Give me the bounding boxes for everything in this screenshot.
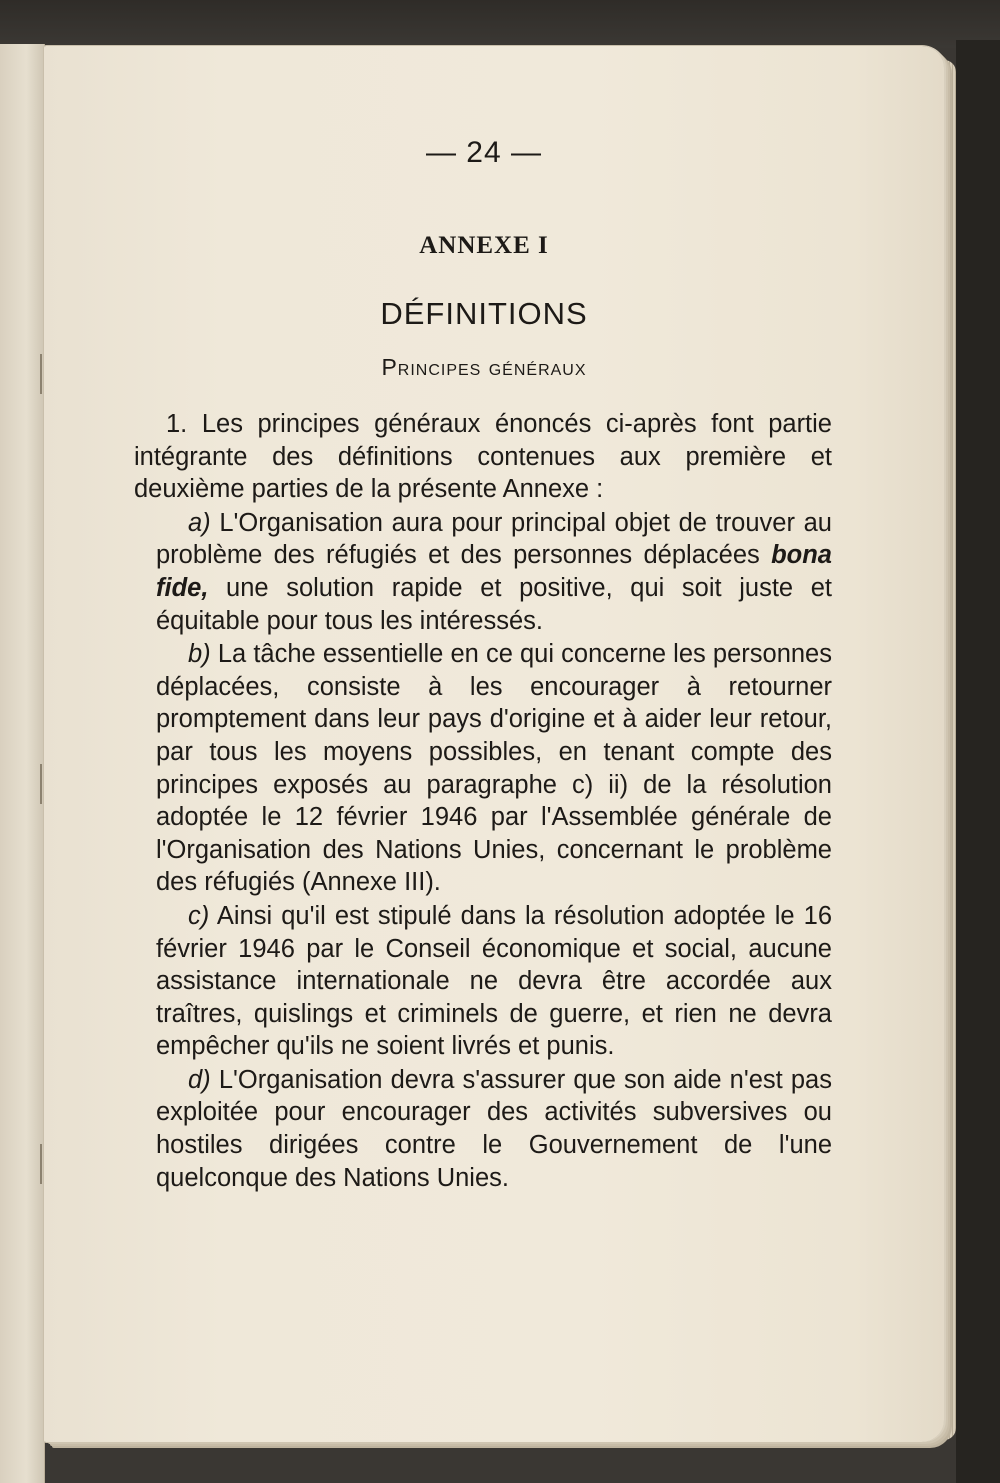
subparagraph-b <box>156 638 832 899</box>
latin-emphasis: bona fide, <box>156 541 832 602</box>
facing-page-mark <box>40 764 42 804</box>
subparagraph-label: a) <box>188 508 211 537</box>
facing-page-edge <box>0 44 45 1483</box>
subparagraph-text-continued: une solution rapide et positive, qui soit juste et équitable pour tous les intéressés. <box>156 573 832 635</box>
page-number: — 24 — <box>425 136 543 169</box>
subparagraph-c <box>156 900 832 1063</box>
subparagraph-d <box>156 1064 832 1194</box>
paragraph-text: Les principes généraux énoncés ci-après font partie intégrante des définitions contenues aux première et deuxième parties de la présente Annexe : <box>134 410 832 504</box>
scanner-background-top <box>0 0 1000 48</box>
section-title: DÉFINITIONS <box>380 296 588 331</box>
subparagraph-label: b) <box>188 640 211 669</box>
section-subtitle: Principes généraux <box>381 354 587 380</box>
body-text <box>134 408 832 1195</box>
paragraph-number: 1. <box>166 410 188 438</box>
subparagraph-text: La tâche essentielle en ce qui concerne les personnes déplacées, consiste à les encourager à retourner promptement dans leur pays d'origine et à aider leur retour, par tous les moyens possibles, en tenant compte des principes exposés au paragraphe c) ii) de la résolution adoptée le 12 février 1946 par l'Assemblée générale de l'Organisation des Nations Unies, concernant le problème des réfugiés (Annexe III). <box>156 640 832 897</box>
annex-heading: ANNEXE I <box>419 232 549 259</box>
facing-page-mark <box>40 1144 42 1184</box>
subparagraph-label: d) <box>188 1065 211 1094</box>
scanner-background-right <box>956 40 1000 1483</box>
book-page <box>44 46 944 1442</box>
subparagraph-text: L'Organisation devra s'assurer que son aide n'est pas exploitée pour encourager des activités subversives ou hostiles dirigées contre le Gouvernement de l'une quelconque des Nations Unies. <box>156 1065 832 1192</box>
subparagraph-text: Ainsi qu'il est stipulé dans la résolution adoptée le 16 février 1946 par le Conseil économique et social, aucune assistance internationale ne devra être accordée aux traîtres, quislings et criminels de guerre, et rien ne devra empêcher qu'ils ne soient livrés et punis. <box>156 901 833 1061</box>
subparagraph-a <box>156 507 832 637</box>
subparagraph-label: c) <box>188 901 210 930</box>
paragraph-1 <box>134 408 832 506</box>
subparagraph-text: L'Organisation aura pour principal objet de trouver au problème des réfugiés et des personnes déplacées <box>156 508 832 570</box>
page-content <box>44 46 944 1442</box>
facing-page-mark <box>40 354 42 394</box>
